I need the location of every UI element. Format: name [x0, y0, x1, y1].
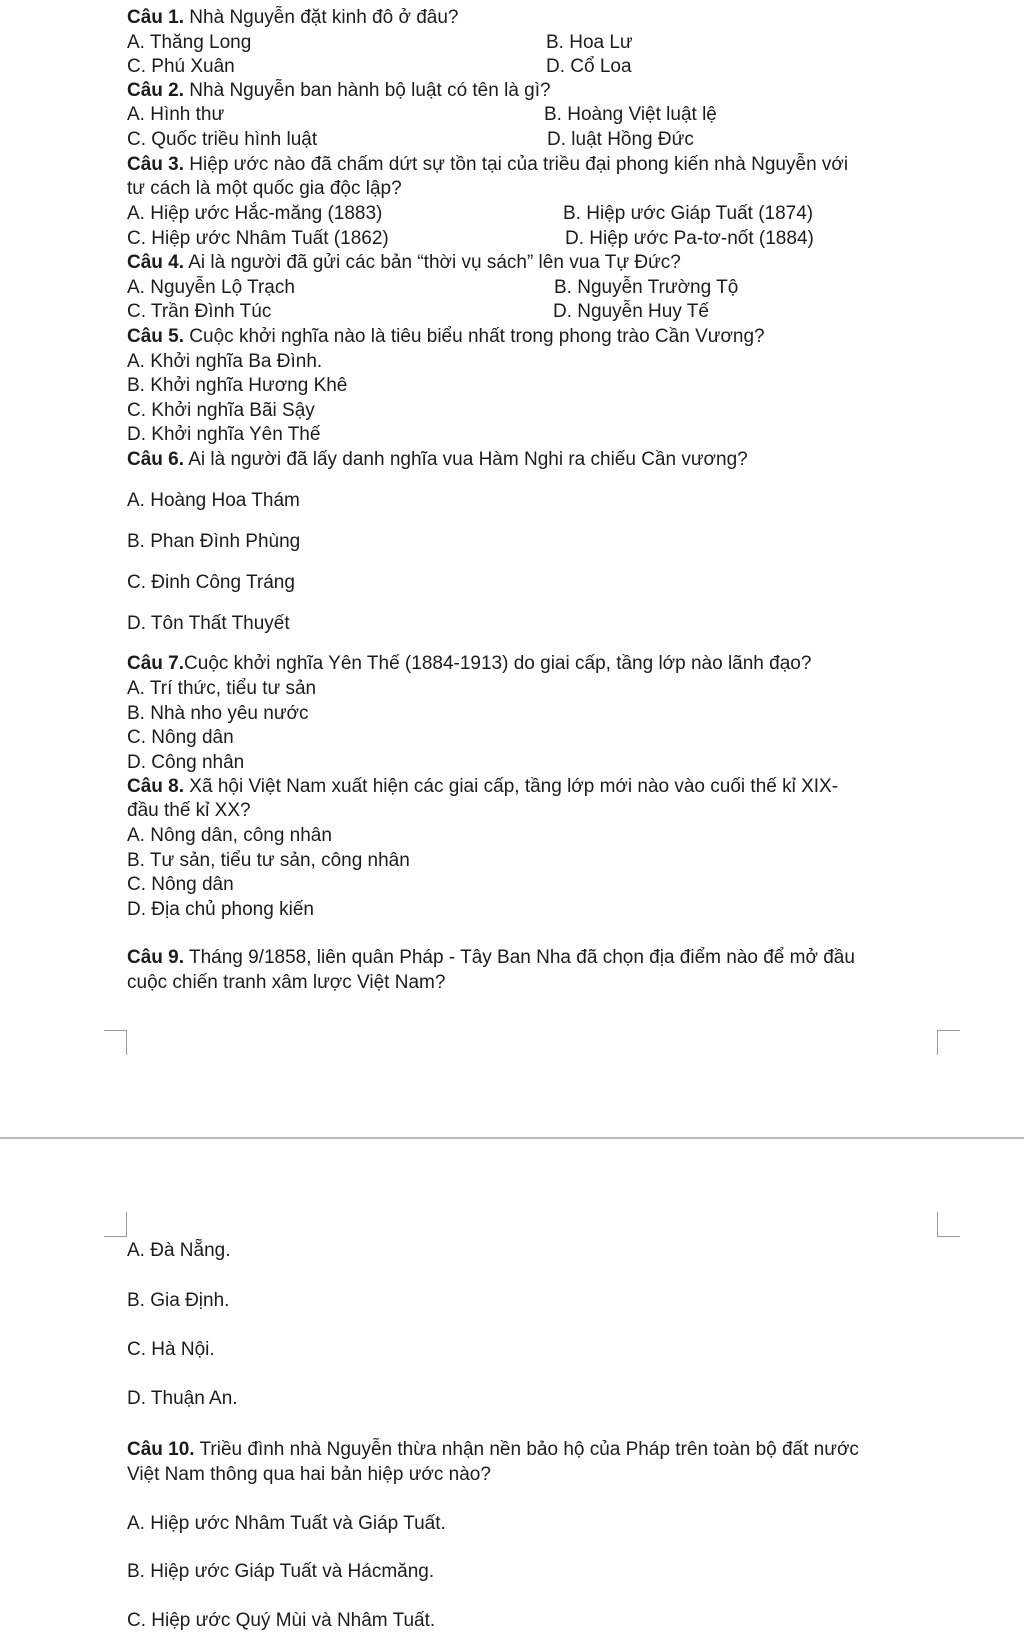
- option: D. Khởi nghĩa Yên Thế: [127, 424, 321, 445]
- question-number: Câu 3.: [127, 154, 185, 175]
- question-text: Hiệp ước nào đã chấm dứt sự tồn tại của triều đại phong kiến nhà Nguyễn với: [184, 154, 849, 175]
- question-number: Câu 9.: [127, 947, 185, 968]
- page-corner-mark: [104, 1030, 127, 1055]
- question-5: [127, 326, 765, 348]
- question-8: [127, 776, 838, 798]
- question-10: [127, 1439, 859, 1461]
- option: A. Hoàng Hoa Thám: [127, 490, 300, 511]
- option: D. Thuận An.: [127, 1388, 238, 1409]
- option: A. Nông dân, công nhân: [127, 825, 332, 846]
- option: A. Đà Nẵng.: [127, 1240, 231, 1261]
- question-4: [127, 252, 681, 274]
- page-corner-mark: [937, 1030, 960, 1055]
- option: D. Hiệp ước Pa-tơ-nốt (1884): [565, 228, 814, 249]
- question-2: [127, 80, 551, 102]
- question-text: Triều đình nhà Nguyễn thừa nhận nền bảo hộ của Pháp trên toàn bộ đất nước: [194, 1439, 859, 1460]
- option: C. Nông dân: [127, 727, 234, 748]
- question-number: Câu 5.: [127, 326, 185, 347]
- question-text: Xã hội Việt Nam xuất hiện các giai cấp, tầng lớp mới nào vào cuối thế kỉ XIX-: [184, 776, 839, 797]
- question-text-cont: Việt Nam thông qua hai bản hiệp ước nào?: [127, 1464, 491, 1485]
- option: B. Hiệp ước Giáp Tuất (1874): [563, 203, 814, 224]
- question-number: Câu 6.: [127, 449, 185, 470]
- option: A. Hiệp ước Nhâm Tuất và Giáp Tuất.: [127, 1513, 446, 1534]
- option: C. Hiệp ước Nhâm Tuất (1862): [127, 228, 389, 249]
- page-corner-mark: [104, 1212, 127, 1237]
- option: B. Gia Định.: [127, 1290, 230, 1311]
- question-9: [127, 947, 855, 969]
- option: D. Địa chủ phong kiến: [127, 899, 314, 920]
- question-3: [127, 154, 848, 176]
- option: B. Hoàng Việt luật lệ: [544, 104, 717, 125]
- option: A. Hình thư: [127, 104, 225, 125]
- option: D. Cổ Loa: [546, 56, 632, 77]
- question-text: Cuộc khởi nghĩa nào là tiêu biểu nhất trong phong trào Cần Vương?: [184, 326, 765, 347]
- question-text: Ai là người đã lấy danh nghĩa vua Hàm Nghi ra chiếu Cần vương?: [184, 449, 748, 470]
- question-1: [127, 7, 458, 29]
- option: C. Trần Đình Túc: [127, 301, 272, 322]
- page-break-divider: [0, 1137, 1024, 1139]
- option: A. Hiệp ước Hắc-măng (1883): [127, 203, 383, 224]
- question-number: Câu 8.: [127, 776, 185, 797]
- option: D. luật Hồng Đức: [547, 129, 694, 150]
- option: B. Hiệp ước Giáp Tuất và Hácmăng.: [127, 1561, 435, 1582]
- question-7: [127, 653, 811, 675]
- option: A. Trí thức, tiểu tư sản: [127, 678, 317, 699]
- option: C. Phú Xuân: [127, 56, 235, 77]
- option: D. Nguyễn Huy Tế: [553, 301, 709, 322]
- question-text: Tháng 9/1858, liên quân Pháp - Tây Ban Nha đã chọn địa điểm nào để mở đầu: [184, 947, 855, 968]
- option: B. Nhà nho yêu nước: [127, 703, 309, 724]
- question-text-cont: tư cách là một quốc gia độc lập?: [127, 178, 402, 199]
- option: C. Quốc triều hình luật: [127, 129, 318, 150]
- question-number: Câu 1.: [127, 7, 185, 28]
- question-6: [127, 449, 748, 471]
- question-text: Nhà Nguyễn ban hành bộ luật có tên là gì?: [184, 80, 551, 101]
- option: D. Công nhân: [127, 752, 245, 773]
- option: B. Hoa Lư: [546, 32, 633, 53]
- option: B. Tư sản, tiểu tư sản, công nhân: [127, 850, 410, 871]
- option: C. Hiệp ước Quý Mùi và Nhâm Tuất.: [127, 1610, 436, 1631]
- question-text: Nhà Nguyễn đặt kinh đô ở đâu?: [184, 7, 459, 28]
- option: A. Nguyễn Lộ Trạch: [127, 277, 295, 298]
- option: B. Nguyễn Trường Tộ: [554, 277, 739, 298]
- option: C. Đinh Công Tráng: [127, 572, 295, 593]
- option: A. Khởi nghĩa Ba Đình.: [127, 351, 323, 372]
- question-text-cont: cuộc chiến tranh xâm lược Việt Nam?: [127, 972, 446, 993]
- question-text: Ai là người đã gửi các bản “thời vụ sách” lên vua Tự Đức?: [184, 252, 681, 273]
- question-text: Cuộc khởi nghĩa Yên Thế (1884-1913) do giai cấp, tầng lớp nào lãnh đạo?: [184, 653, 812, 674]
- question-number: Câu 7.: [127, 653, 185, 674]
- option: B. Khởi nghĩa Hương Khê: [127, 375, 348, 396]
- page-corner-mark: [937, 1212, 960, 1237]
- question-number: Câu 4.: [127, 252, 185, 273]
- option: B. Phan Đình Phùng: [127, 531, 301, 552]
- question-number: Câu 10.: [127, 1439, 195, 1460]
- question-number: Câu 2.: [127, 80, 185, 101]
- option: D. Tôn Thất Thuyết: [127, 613, 290, 634]
- option: C. Nông dân: [127, 874, 234, 895]
- option: C. Hà Nội.: [127, 1339, 215, 1360]
- option: C. Khởi nghĩa Bãi Sậy: [127, 400, 315, 421]
- option: A. Thăng Long: [127, 32, 252, 53]
- question-text-cont: đầu thế kỉ XX?: [127, 800, 251, 821]
